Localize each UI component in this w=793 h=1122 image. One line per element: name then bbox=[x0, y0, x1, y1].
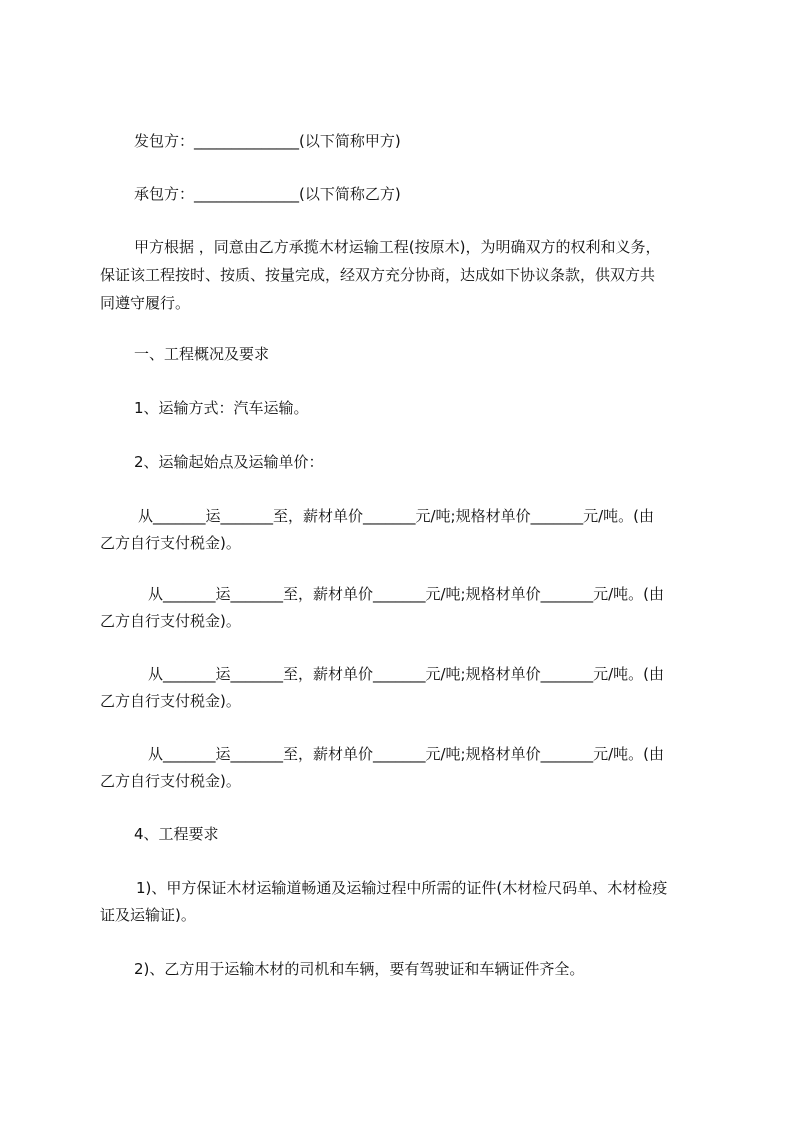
route-1-line-1: 从_______运_______至，薪材单价_______元/吨;规格材单价_______元/吨。(由 bbox=[138, 507, 655, 525]
requirement-1-line-2: 证及运输证)。 bbox=[100, 906, 196, 924]
section-one-heading: 一、工程概况及要求 bbox=[134, 345, 270, 363]
intro-line-2: 保证该工程按时、按质、按量完成，经双方充分协商，达成如下协议条款，供双方共 bbox=[100, 266, 656, 284]
item-project-requirements: 4、工程要求 bbox=[134, 825, 219, 843]
route-4-line-1: 从_______运_______至，薪材单价_______元/吨;规格材单价_______元/吨。(由 bbox=[148, 745, 665, 763]
intro-line-3: 同遵守履行。 bbox=[100, 294, 191, 312]
route-1-line-2: 乙方自行支付税金)。 bbox=[100, 534, 241, 552]
route-2-line-1: 从_______运_______至，薪材单价_______元/吨;规格材单价_______元/吨。(由 bbox=[148, 585, 665, 603]
route-4-line-2: 乙方自行支付税金)。 bbox=[100, 772, 241, 790]
intro-line-1: 甲方根据 ，同意由乙方承揽木材运输工程(按原木)，为明确双方的权利和义务， bbox=[134, 238, 661, 256]
route-3-line-2: 乙方自行支付税金)。 bbox=[100, 692, 241, 710]
requirement-1-line-1: 1)、甲方保证木材运输道畅通及运输过程中所需的证件(木材检尺码单、木材检疫 bbox=[136, 879, 668, 897]
party-b-line: 承包方：______________(以下简称乙方) bbox=[134, 185, 401, 203]
requirement-2-line: 2)、乙方用于运输木材的司机和车辆，要有驾驶证和车辆证件齐全。 bbox=[134, 960, 585, 978]
route-3-line-1: 从_______运_______至，薪材单价_______元/吨;规格材单价_______元/吨。(由 bbox=[148, 665, 665, 683]
item-transport-method: 1、运输方式：汽车运输。 bbox=[134, 399, 309, 417]
route-2-line-2: 乙方自行支付税金)。 bbox=[100, 612, 241, 630]
item-route-pricing: 2、运输起始点及运输单价： bbox=[134, 453, 324, 471]
party-a-line: 发包方：______________(以下简称甲方) bbox=[134, 132, 401, 150]
